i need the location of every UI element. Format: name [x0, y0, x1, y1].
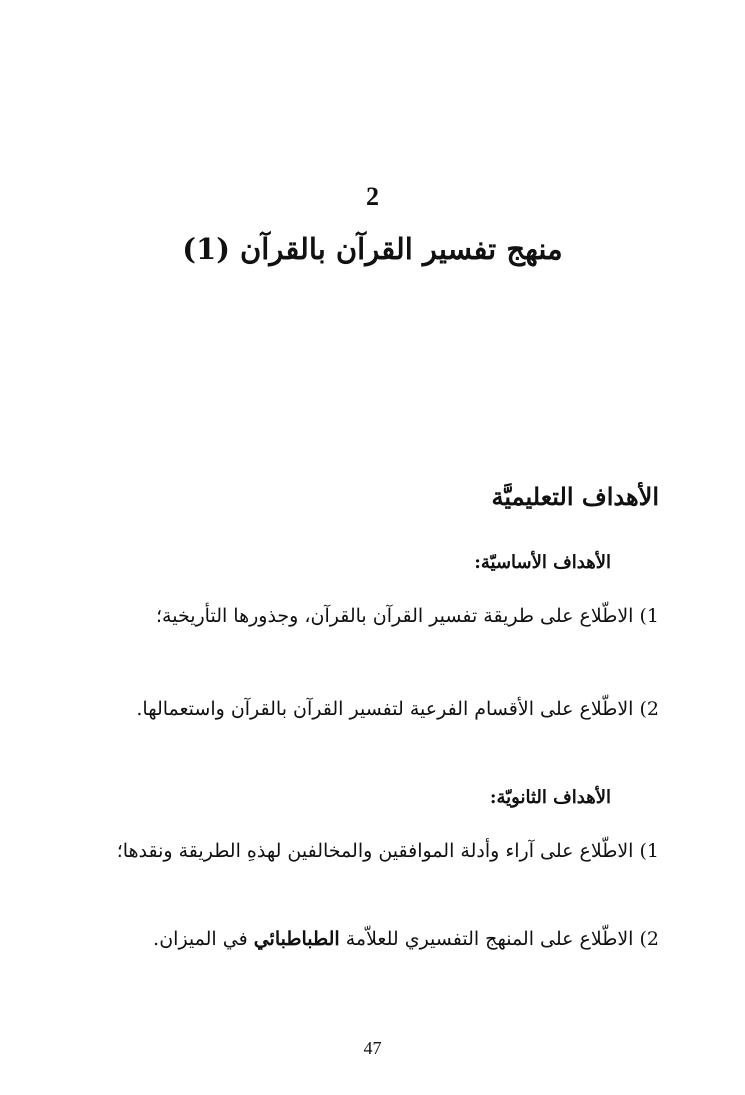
basic-objectives-heading: الأهداف الأساسيّة:	[474, 552, 611, 573]
secondary-objective-2-text: 2) الاطّلاع على المنهج التفسيري للعلاّمة	[339, 928, 659, 950]
secondary-objectives-heading: الأهداف الثانويّة:	[489, 787, 611, 808]
secondary-objective-1: 1) الاطّلاع على آراء وأدلة الموافقين والمخالفين لهذهِ الطريقة ونقدها؛	[116, 840, 659, 862]
basic-objective-2: 2) الاطّلاع على الأقسام الفرعية لتفسير القرآن بالقرآن واستعمالها.	[136, 698, 659, 720]
secondary-objective-2	[79, 918, 659, 960]
author-name: الطباطبائي	[253, 928, 340, 950]
secondary-objective-2-tail: في الميزان.	[153, 928, 254, 950]
basic-objective-1: 1) الاطّلاع على طريقة تفسير القرآن بالقرآن، وجذورها التأريخية؛	[155, 605, 659, 627]
objectives-heading: الأهداف التعليميَّة	[491, 482, 659, 511]
chapter-number: 2	[366, 182, 379, 211]
chapter-title: منهج تفسير القرآن بالقرآن (1)	[182, 232, 563, 266]
page-number: 47	[363, 1038, 382, 1058]
